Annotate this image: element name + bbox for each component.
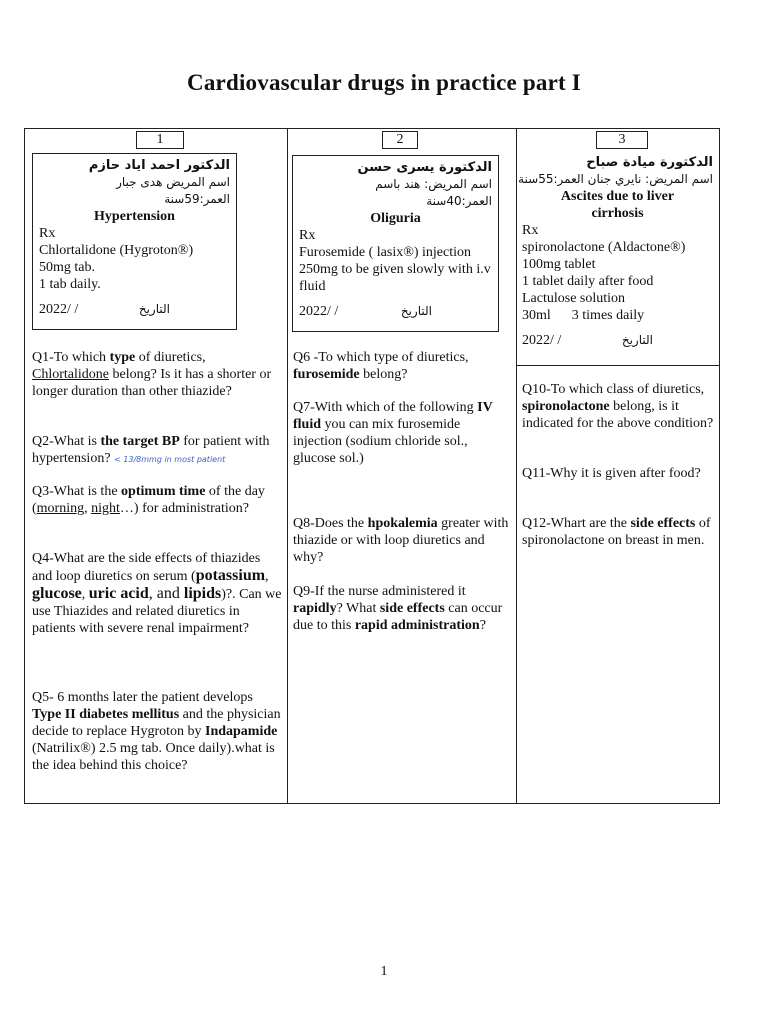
rx-line: 50mg tab.: [39, 260, 95, 275]
doctor-name: الدكتورة يسرى حسن: [357, 160, 492, 175]
case-table: [24, 128, 720, 804]
question-9: Q9-If the nurse administered it rapidly? What side effects can occur due to this rapid administration?: [293, 584, 503, 633]
handwritten-note: < 13/8mmg in most patient: [114, 455, 226, 464]
question-8: Q8-Does the hpokalemia greater with thiazide or with loop diuretics and why?: [293, 516, 509, 565]
prescription-card-3: [516, 151, 719, 352]
date-label: التاريخ: [138, 302, 170, 316]
rx-line: 1 tab daily.: [39, 277, 101, 292]
page-title: Cardiovascular drugs in practice part I: [187, 70, 581, 95]
page-number: 1: [380, 964, 388, 979]
diagnosis: Ascites due to liver: [560, 189, 675, 204]
rx-line: 1 tablet daily after food: [522, 274, 654, 289]
rx-line: Lactulose solution: [522, 291, 626, 306]
diagnosis: cirrhosis: [591, 206, 644, 221]
case-column-2: [287, 129, 517, 803]
rx-line: Rx: [299, 228, 316, 243]
question-11: Q11-Why it is given after food?: [522, 466, 701, 481]
case-number-2: 2: [382, 131, 418, 149]
date-line: [299, 303, 492, 320]
section-divider: [516, 365, 719, 366]
rx-line: 30ml 3 times daily: [522, 308, 645, 323]
date-label: التاريخ: [400, 304, 432, 318]
rx-line: Rx: [522, 223, 539, 238]
question-7: Q7-With which of the following IV fluid you can mix furosemide injection (sodium chloride sol., glucose sol.): [293, 400, 493, 466]
case-column-3: [516, 129, 719, 803]
question-2: Q2-What is the target BP for patient with hypertension? < 13/8mmg in most patient: [32, 434, 270, 466]
date-value: 2022/ /: [39, 302, 79, 317]
date-line: [522, 332, 713, 349]
rx-line: Furosemide ( lasix®) injection 250mg to be given slowly with i.v fluid: [299, 245, 491, 294]
question-5: Q5- 6 months later the patient develops Type II diabetes mellitus and the physician decide to replace Hygroton by Indapamide (Natrilix®) 2.5 mg tab. Once daily).what is the idea behind this choice?: [32, 690, 281, 773]
patient-age: العمر:40سنة: [426, 194, 492, 208]
rx-line: Chlortalidone (Hygroton®): [39, 243, 194, 258]
patient-name: اسم المريض هدى جبار: [116, 175, 230, 189]
diagnosis: Oliguria: [370, 211, 421, 226]
doctor-name: الدكتورة ميادة صباح: [586, 155, 713, 170]
date-value: 2022/ /: [299, 304, 339, 319]
patient-name: اسم المريض: هند باسم: [375, 177, 492, 191]
patient-name: اسم المريض: نايري جنان العمر:55سنة: [518, 172, 713, 186]
question-6: Q6 -To which type of diuretics, furosemide belong?: [293, 350, 469, 382]
date-line: [39, 301, 230, 318]
case-number-3: 3: [596, 131, 648, 149]
prescription-card-2: [292, 155, 499, 332]
question-1: Q1-To which type of diuretics, Chlortalidone belong? Is it has a shorter or longer duration than other thiazide?: [32, 350, 272, 399]
question-10: Q10-To which class of diuretics, spironolactone belong, is it indicated for the above condition?: [522, 382, 714, 431]
date-label: التاريخ: [621, 333, 653, 347]
question-4: Q4-What are the side effects of thiazides and loop diuretics on serum (potassium, glucose, uric acid, and lipids)?. Can we use Thiazides and related diuretics in patients with severe renal impairment?: [32, 551, 282, 636]
diagnosis: Hypertension: [94, 209, 175, 224]
rx-line: spironolactone (Aldactone®): [522, 240, 686, 255]
prescription-card-1: [32, 153, 237, 330]
question-3: Q3-What is the optimum time of the day (morning, night…) for administration?: [32, 484, 265, 516]
case-column-1: [25, 129, 288, 803]
case-number-1: 1: [136, 131, 184, 149]
rx-line: 100mg tablet: [522, 257, 596, 272]
doctor-name: الدكتور احمد اياد حازم: [88, 158, 230, 173]
patient-age: العمر:59سنة: [164, 192, 230, 206]
rx-line: Rx: [39, 226, 56, 241]
date-value: 2022/ /: [522, 333, 562, 348]
question-12: Q12-Whart are the side effects of spironolactone on breast in men.: [522, 516, 711, 548]
